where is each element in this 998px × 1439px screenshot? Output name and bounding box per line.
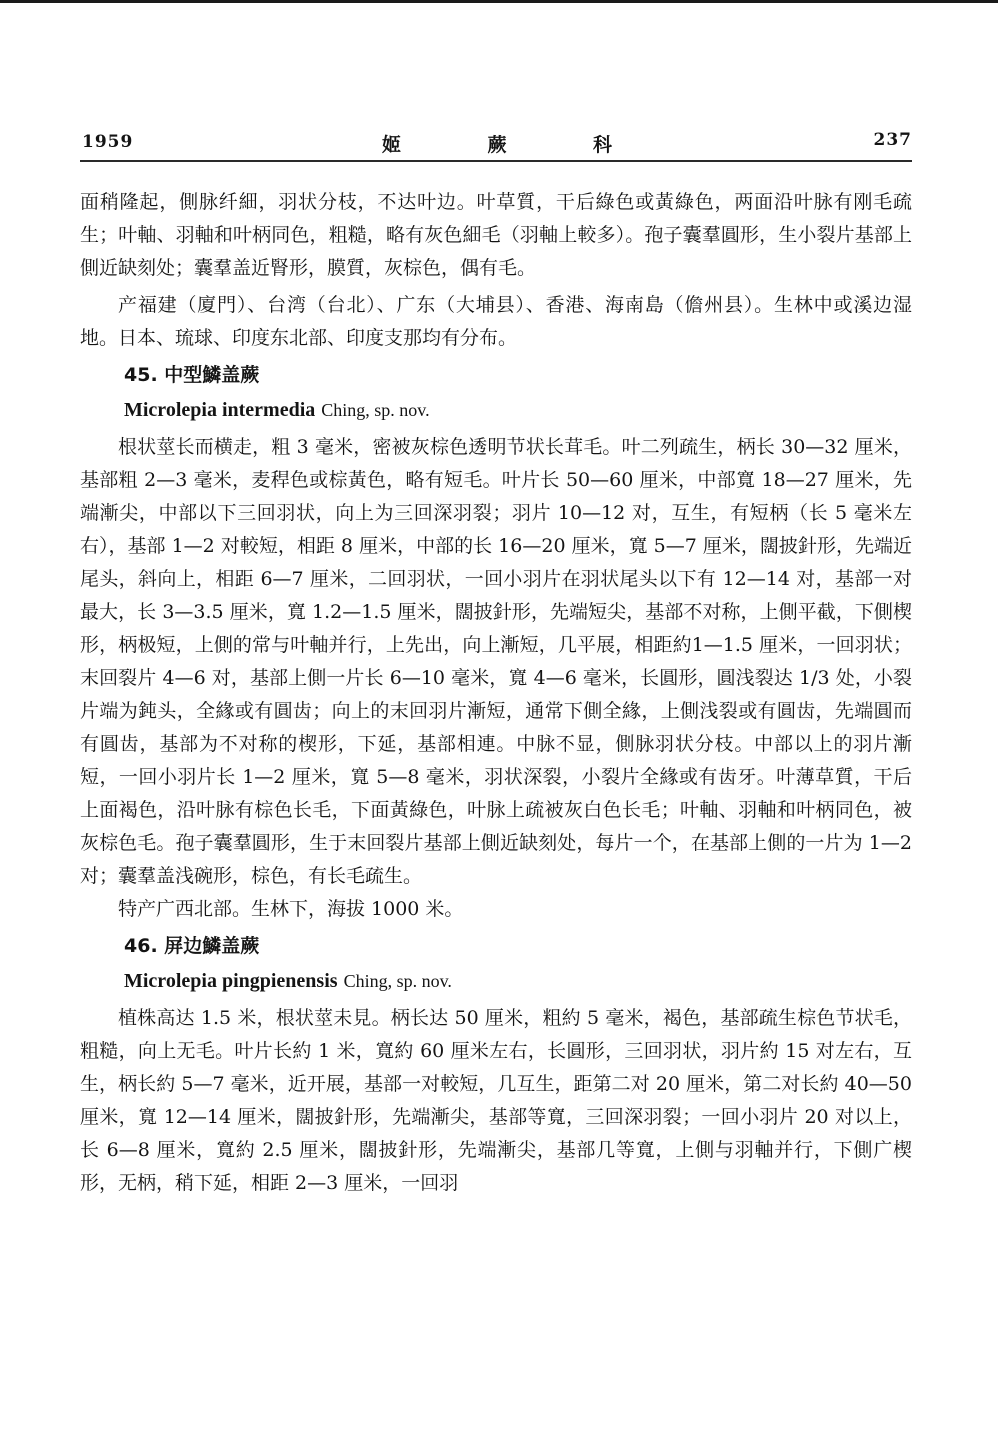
species-46-latin-name [80, 965, 912, 998]
continued-paragraph: 面稍隆起，側脉纤細，羽状分枝，不达叶边。叶草質，干后綠色或黃綠色，两面沿叶脉有刚毛疏生；叶軸、羽軸和叶柄同色，粗糙，略有灰色細毛（羽軸上較多）。孢子囊羣圓形，生小裂片基部上側近缺刻处；囊羣盖近腎形，膜質，灰棕色，偶有毛。 [80, 191, 912, 279]
species-45-latin-name [80, 394, 912, 427]
species-45-author: Ching, sp. nov. [321, 400, 430, 420]
header-year: 1959 [82, 132, 134, 152]
running-header [82, 128, 912, 158]
species-46-author: Ching, sp. nov. [343, 971, 452, 991]
header-title: 姬蕨科 [382, 134, 612, 156]
header-page-number: 237 [873, 130, 912, 150]
page-body [80, 186, 912, 1200]
species-45-distribution: 特产广西北部。生林下，海拔 1000 米。 [118, 898, 464, 920]
species-45-description: 根状莖长而横走，粗 3 毫米，密被灰棕色透明节状长茸毛。叶二列疏生，柄长 30—32 厘米，基部粗 2—3 毫米，麦稈色或棕黃色，略有短毛。叶片长 50—60 厘米，中部寬 18—27 厘米，先端漸尖，中部以下三回羽状，向上为三回深羽裂；羽片 10—12 对，互生，有短柄（长 5 毫米左右），基部 1—2 对較短，相距 8 厘米，中部的长 16—20 厘米，寬 5—7 厘米，闊披針形，先端近尾头，斜向上，相距 6—7 厘米，二回羽状，一回小羽片在羽状尾头以下有 12—14 对，基部一对最大，长 3—3.5 厘米，寬 1.2—1.5 厘米，闊披針形，先端短尖，基部不对称，上側平截，下側楔形，柄极短，上側的常与叶軸并行，上先出，向上漸短，几平展，相距約1—1.5 厘米，一回羽状；末回裂片 4—6 对，基部上側一片长 6—10 毫米，寬 4—6 毫米，长圓形，圓浅裂达 1/3 处，小裂片端为鈍头，全緣或有圓齿；向上的末回羽片漸短，通常下側全緣，上側浅裂或有圓齿，先端圓而有圓齿，基部为不对称的楔形，下延，基部相連。中脉不显，側脉羽状分枝。中部以上的羽片漸短，一回小羽片长 1—2 厘米，寬 5—8 毫米，羽状深裂，小裂片全緣或有齿牙。叶薄草質，干后上面褐色，沿叶脉有棕色长毛，下面黃綠色，叶脉上疏被灰白色长毛；叶軸、羽軸和叶柄同色，被灰棕色毛。孢子囊羣圓形，生于末回裂片基部上側近缺刻处，每片一个，在基部上側的一片为 1—2 对；囊羣盖浅碗形，棕色，有长毛疏生。 [80, 436, 912, 887]
species-46-description: 植株高达 1.5 米，根状莖未見。柄长达 50 厘米，粗約 5 毫米，褐色，基部疏生棕色节状毛，粗糙，向上无毛。叶片长約 1 米，寬約 60 厘米左右，长圓形，三回羽状，羽片約 15 对左右，互生，柄长約 5—7 毫米，近开展，基部一对較短，几互生，距第二对 20 厘米，第二对长約 40—50 厘米，寬 12—14 厘米，闊披針形，先端漸尖，基部等寬，三回深羽裂；一回小羽片 20 对以上，长 6—8 厘米，寬約 2.5 厘米，闊披針形，先端漸尖，基部几等寬，上側与羽軸并行，下側广楔形，无柄，稍下延，相距 2—3 厘米，一回羽 [80, 1007, 912, 1194]
species-45-heading: 45. 中型鱗盖蕨 [124, 364, 260, 386]
top-border-rule [0, 0, 998, 3]
species-46-heading: 46. 屏边鱗盖蕨 [124, 935, 260, 957]
species-46-binomial: Microlepia pingpienensis [124, 970, 338, 992]
distribution-paragraph: 产福建（廈門）、台湾（台北）、广东（大埔县）、香港、海南島（儋州县）。生林中或溪边湿地。日本、琉球、印度东北部、印度支那均有分布。 [80, 294, 912, 349]
header-rule [80, 160, 912, 162]
species-45-binomial: Microlepia intermedia [124, 399, 316, 421]
